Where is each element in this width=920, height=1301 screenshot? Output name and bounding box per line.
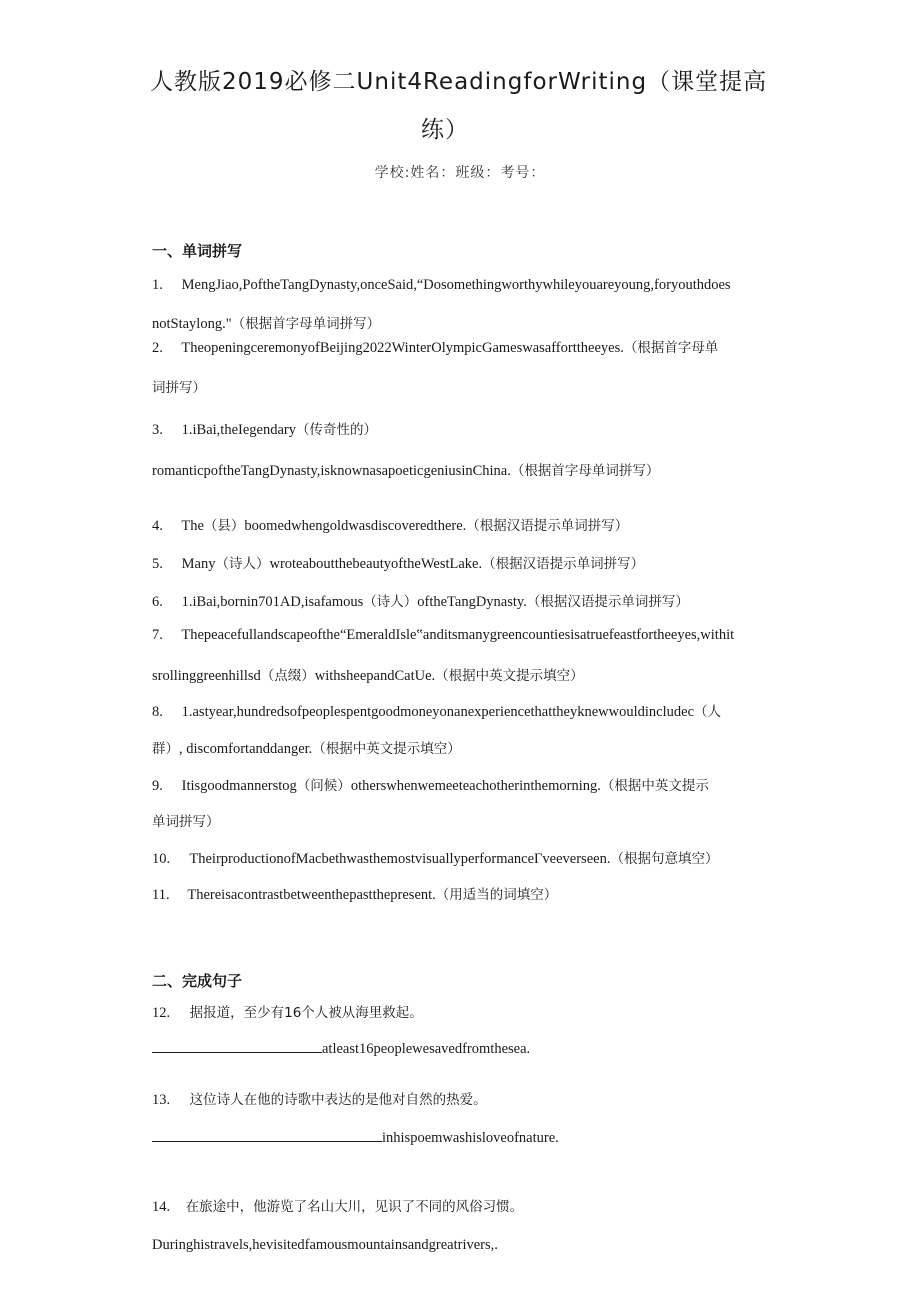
question-number: 8.: [152, 704, 163, 720]
question-hint: （根据句意填空）: [610, 851, 719, 867]
question-text: TheirproductionofMacbethwasthemostvisuallyperformanceΓveeverseen.: [189, 851, 611, 867]
question-7-line-2: [152, 664, 772, 685]
word-hint: （诗人）: [363, 594, 418, 610]
question-number: 14.: [152, 1199, 171, 1215]
question-number: 1.: [152, 277, 163, 293]
question-hint: （根据首字母单词拼写）: [510, 463, 660, 479]
word-hint: （人: [694, 704, 722, 720]
question-text: wroteaboutthebeautyoftheWestLake.: [269, 556, 483, 572]
question-10: [152, 847, 772, 868]
question-9-line-1: [152, 774, 772, 795]
word-hint: （诗人）: [215, 556, 270, 572]
question-text: TheopeningceremonyofBeijing2022WinterOlympicGameswasafforttheeyes.: [181, 340, 624, 356]
question-prompt-cn: 在旅途中，他游览了名山大川，见识了不同的风俗习惯。: [185, 1199, 524, 1215]
question-hint: （用适当的词填空）: [435, 887, 558, 903]
document-title: [150, 58, 770, 154]
question-text-pre: 1.iBai,bornin701AD,isafamous: [181, 594, 364, 610]
question-hint: （传奇性的）: [295, 422, 377, 438]
question-number: 12.: [152, 1005, 171, 1021]
question-13-line-1: [152, 1088, 772, 1109]
question-text: 1.iBai,theIegendary: [181, 422, 296, 438]
question-hint: （根据首字母单: [623, 340, 719, 356]
question-11: [152, 883, 772, 904]
question-14-line-2: [152, 1237, 772, 1254]
question-9-line-2: [152, 810, 772, 831]
question-8-line-2: [152, 737, 772, 758]
question-hint: （根据中英文提示填空）: [435, 668, 584, 684]
question-text-pre: srollinggreenhillsd: [152, 668, 261, 684]
answer-blank[interactable]: [152, 1038, 322, 1053]
question-5: [152, 552, 772, 573]
question-12-line-1: [152, 1001, 772, 1022]
question-text: Duringhistravels,hevisitedfamousmountainsandgreatrivers,.: [152, 1237, 498, 1253]
title-line-2: 练）: [421, 117, 469, 143]
section-heading-spelling: 一、单词拼写: [152, 242, 243, 260]
question-number: 2.: [152, 340, 163, 356]
question-text: boomedwhengoldwasdiscoveredthere.: [244, 518, 467, 534]
question-number: 11.: [152, 887, 170, 903]
question-text: oftheTangDynasty.: [417, 594, 527, 610]
question-text: romanticpoftheTangDynasty,isknownasapoeticgeniusinChina.: [152, 463, 511, 479]
student-info-line: 学校:姓名：班级：考号：: [374, 165, 546, 181]
question-4: [152, 514, 772, 535]
question-1-line-2: [152, 312, 772, 333]
question-number: 5.: [152, 556, 163, 572]
question-text-pre: Many: [181, 556, 216, 572]
question-text: withsheepandCatUe.: [314, 668, 436, 684]
question-text: Thepeacefullandscapeofthe“EmeraldIsle‟anditsmanygreencountiesisatruefeastfortheeyes,withit: [181, 627, 735, 643]
word-hint: （县）: [203, 518, 245, 534]
question-number: 6.: [152, 594, 163, 610]
question-hint: 词拼写）: [152, 380, 206, 396]
question-text-pre: The: [181, 518, 204, 534]
question-8-line-1: [152, 700, 772, 721]
question-hint: （根据首字母单词拼写）: [231, 316, 381, 332]
question-hint: （根据中英文提示填空）: [312, 741, 461, 757]
question-text: otherswhenwemeeteachotherinthemorning.: [350, 778, 601, 794]
title-line-1: 人教版2019必修二Unit4ReadingforWriting（课堂提高: [150, 69, 768, 95]
question-prompt-cn: 据报道，至少有16个人被从海里救起。: [189, 1005, 423, 1021]
question-13-line-2: [152, 1127, 772, 1147]
question-text: notStaylong.": [152, 316, 232, 332]
question-number: 3.: [152, 422, 163, 438]
question-hint: （根据汉语提示单词拼写）: [482, 556, 645, 572]
question-hint: （根据汉语提示单词拼写）: [466, 518, 629, 534]
question-2-line-2: [152, 376, 772, 397]
answer-blank[interactable]: [152, 1127, 382, 1142]
section-heading-sentences: 二、完成句子: [152, 972, 243, 990]
question-hint: （根据中英文提示: [600, 778, 709, 794]
question-number: 9.: [152, 778, 163, 794]
word-hint: 群）: [152, 741, 179, 757]
question-text: inhispoemwashisloveofnature.: [382, 1130, 559, 1146]
question-1-line-1: [152, 277, 772, 294]
question-3-line-2: [152, 459, 772, 480]
question-text-pre: Itisgoodmannerstog: [181, 778, 297, 794]
word-hint: （问候）: [296, 778, 351, 794]
question-prompt-cn: 这位诗人在他的诗歌中表达的是他对自然的热爱。: [189, 1092, 487, 1108]
question-number: 4.: [152, 518, 163, 534]
question-3-line-1: [152, 418, 772, 439]
word-hint: （点缀）: [260, 668, 315, 684]
question-text: Thereisacontrastbetweenthepastthepresent.: [187, 887, 436, 903]
question-text: MengJiao,PoftheTangDynasty,onceSaid,“Dosomethingworthywhileyouareyoung,foryouthdoes: [181, 277, 731, 293]
question-number: 10.: [152, 851, 171, 867]
question-number: 13.: [152, 1092, 171, 1108]
question-12-line-2: [152, 1038, 772, 1058]
question-2-line-1: [152, 336, 772, 357]
question-hint: 单词拼写）: [152, 814, 220, 830]
question-number: 7.: [152, 627, 163, 643]
question-6: [152, 590, 772, 611]
question-14-line-1: [152, 1195, 772, 1216]
question-7-line-1: [152, 627, 772, 644]
question-text: 1.astyear,hundredsofpeoplespentgoodmoneyonanexperiencethattheyknewwouldincludec: [181, 704, 695, 720]
question-text: atleast16peoplewesavedfromthesea.: [322, 1041, 531, 1057]
question-hint: （根据汉语提示单词拼写）: [526, 594, 689, 610]
question-text: , discomfortanddanger.: [179, 741, 313, 757]
